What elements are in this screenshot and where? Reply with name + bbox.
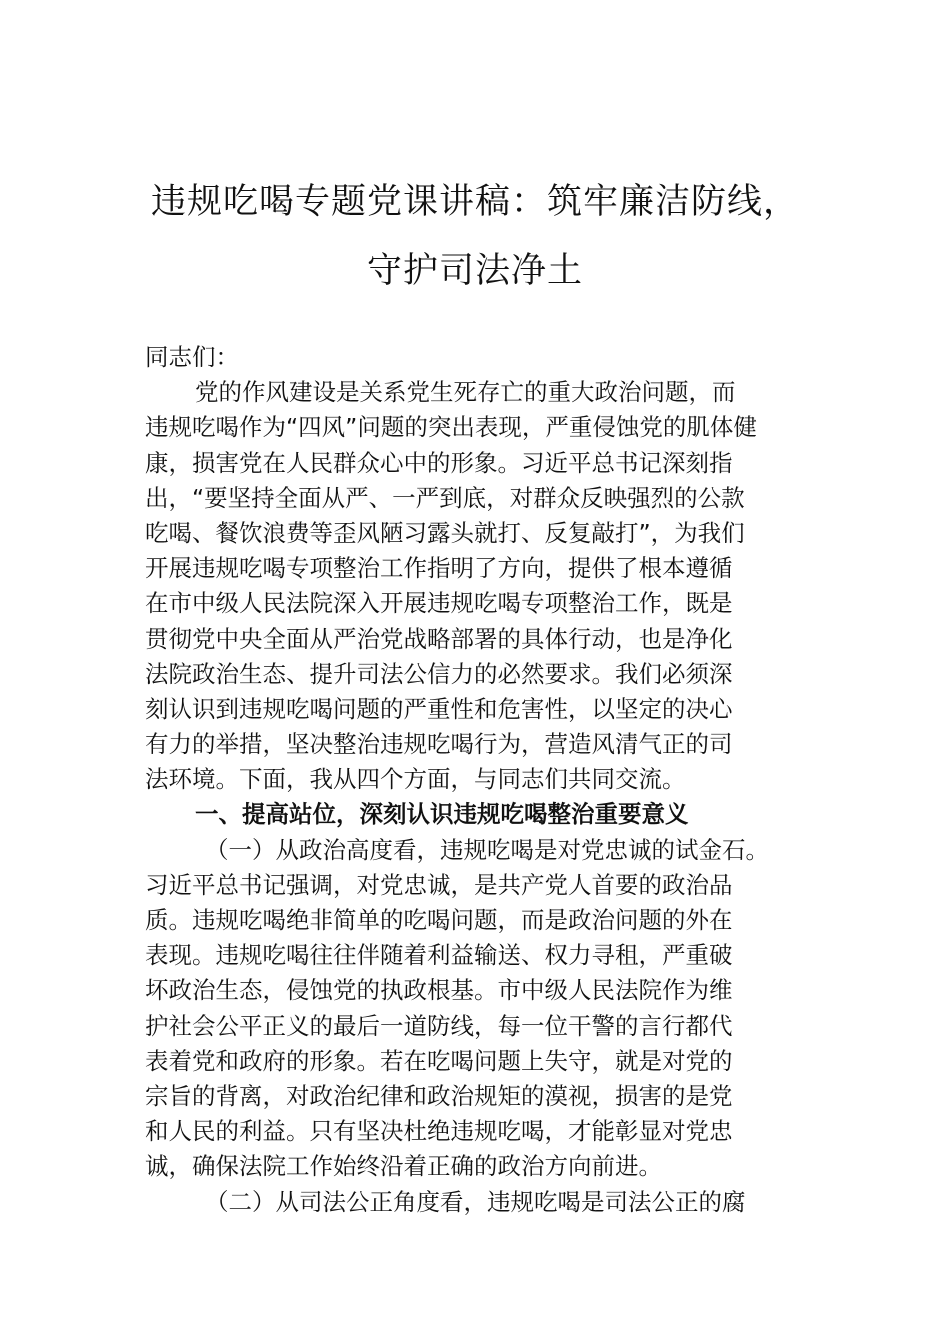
paragraph-line: 诚，确保法院工作始终沿着正确的政治方向前进。 — [145, 1152, 662, 1181]
paragraph-line: 法环境。下面，我从四个方面，与同志们共同交流。 — [145, 765, 686, 794]
paragraph-line: 和人民的利益。只有坚决杜绝违规吃喝，才能彰显对党忠 — [145, 1117, 733, 1146]
paragraph-line: 出，“要坚持全面从严、一严到底，对群众反映强烈的公款 — [145, 483, 745, 512]
paragraph-line: 在市中级人民法院深入开展违规吃喝专项整治工作，既是 — [145, 589, 733, 618]
document-title-line-2: 守护司法净土 — [366, 251, 583, 291]
paragraph-line: 贯彻党中央全面从严治党战略部署的具体行动，也是净化 — [145, 624, 733, 653]
paragraph-line: 法院政治生态、提升司法公信力的必然要求。我们必须深 — [145, 659, 733, 688]
paragraph-line: 坏政治生态，侵蚀党的执政根基。市中级人民法院作为维 — [145, 976, 733, 1005]
paragraph-line: 质。违规吃喝绝非简单的吃喝问题，而是政治问题的外在 — [145, 906, 733, 934]
document-title-line-1: 违规吃喝专题党课讲稿：筑牢廉洁防线， — [150, 182, 799, 222]
paragraph-line: 吃喝、餐饮浪费等歪风陋习露头就打、反复敲打”，为我们 — [145, 518, 745, 547]
paragraph-line: 习近平总书记强调，对党忠诚，是共产党人首要的政治品 — [145, 870, 733, 899]
paragraph-line: 刻认识到违规吃喝问题的严重性和危害性，以坚定的决心 — [145, 694, 733, 723]
paragraph-line: 康，损害党在人民群众心中的形象。习近平总书记深刻指 — [145, 448, 733, 477]
paragraph-line: 党的作风建设是关系党生死存亡的重大政治问题，而 — [195, 378, 736, 407]
subsection-line: （一）从政治高度看，违规吃喝是对党忠诚的试金石。 — [205, 835, 769, 864]
salutation: 同志们： — [145, 343, 239, 371]
paragraph-line: 开展违规吃喝专项整治工作指明了方向，提供了根本遵循 — [145, 554, 733, 583]
subsection-line: （二）从司法公正角度看，违规吃喝是司法公正的腐 — [205, 1187, 746, 1216]
section-heading: 一、提高站位，深刻认识违规吃喝整治重要意义 — [195, 800, 689, 829]
paragraph-line: 表着党和政府的形象。若在吃喝问题上失守，就是对党的 — [145, 1046, 733, 1075]
paragraph-line: 有力的举措，坚决整治违规吃喝行为，营造风清气正的司 — [145, 730, 733, 759]
document-body — [145, 340, 845, 1220]
paragraph-line: 违规吃喝作为“四风”问题的突出表现，严重侵蚀党的肌体健 — [145, 413, 757, 442]
paragraph-line: 表现。违规吃喝往往伴随着利益输送、权力寻租，严重破 — [145, 941, 733, 970]
paragraph-line: 宗旨的背离，对政治纪律和政治规矩的漠视，损害的是党 — [145, 1081, 733, 1110]
paragraph-line: 护社会公平正义的最后一道防线，每一位干警的言行都代 — [145, 1011, 733, 1040]
